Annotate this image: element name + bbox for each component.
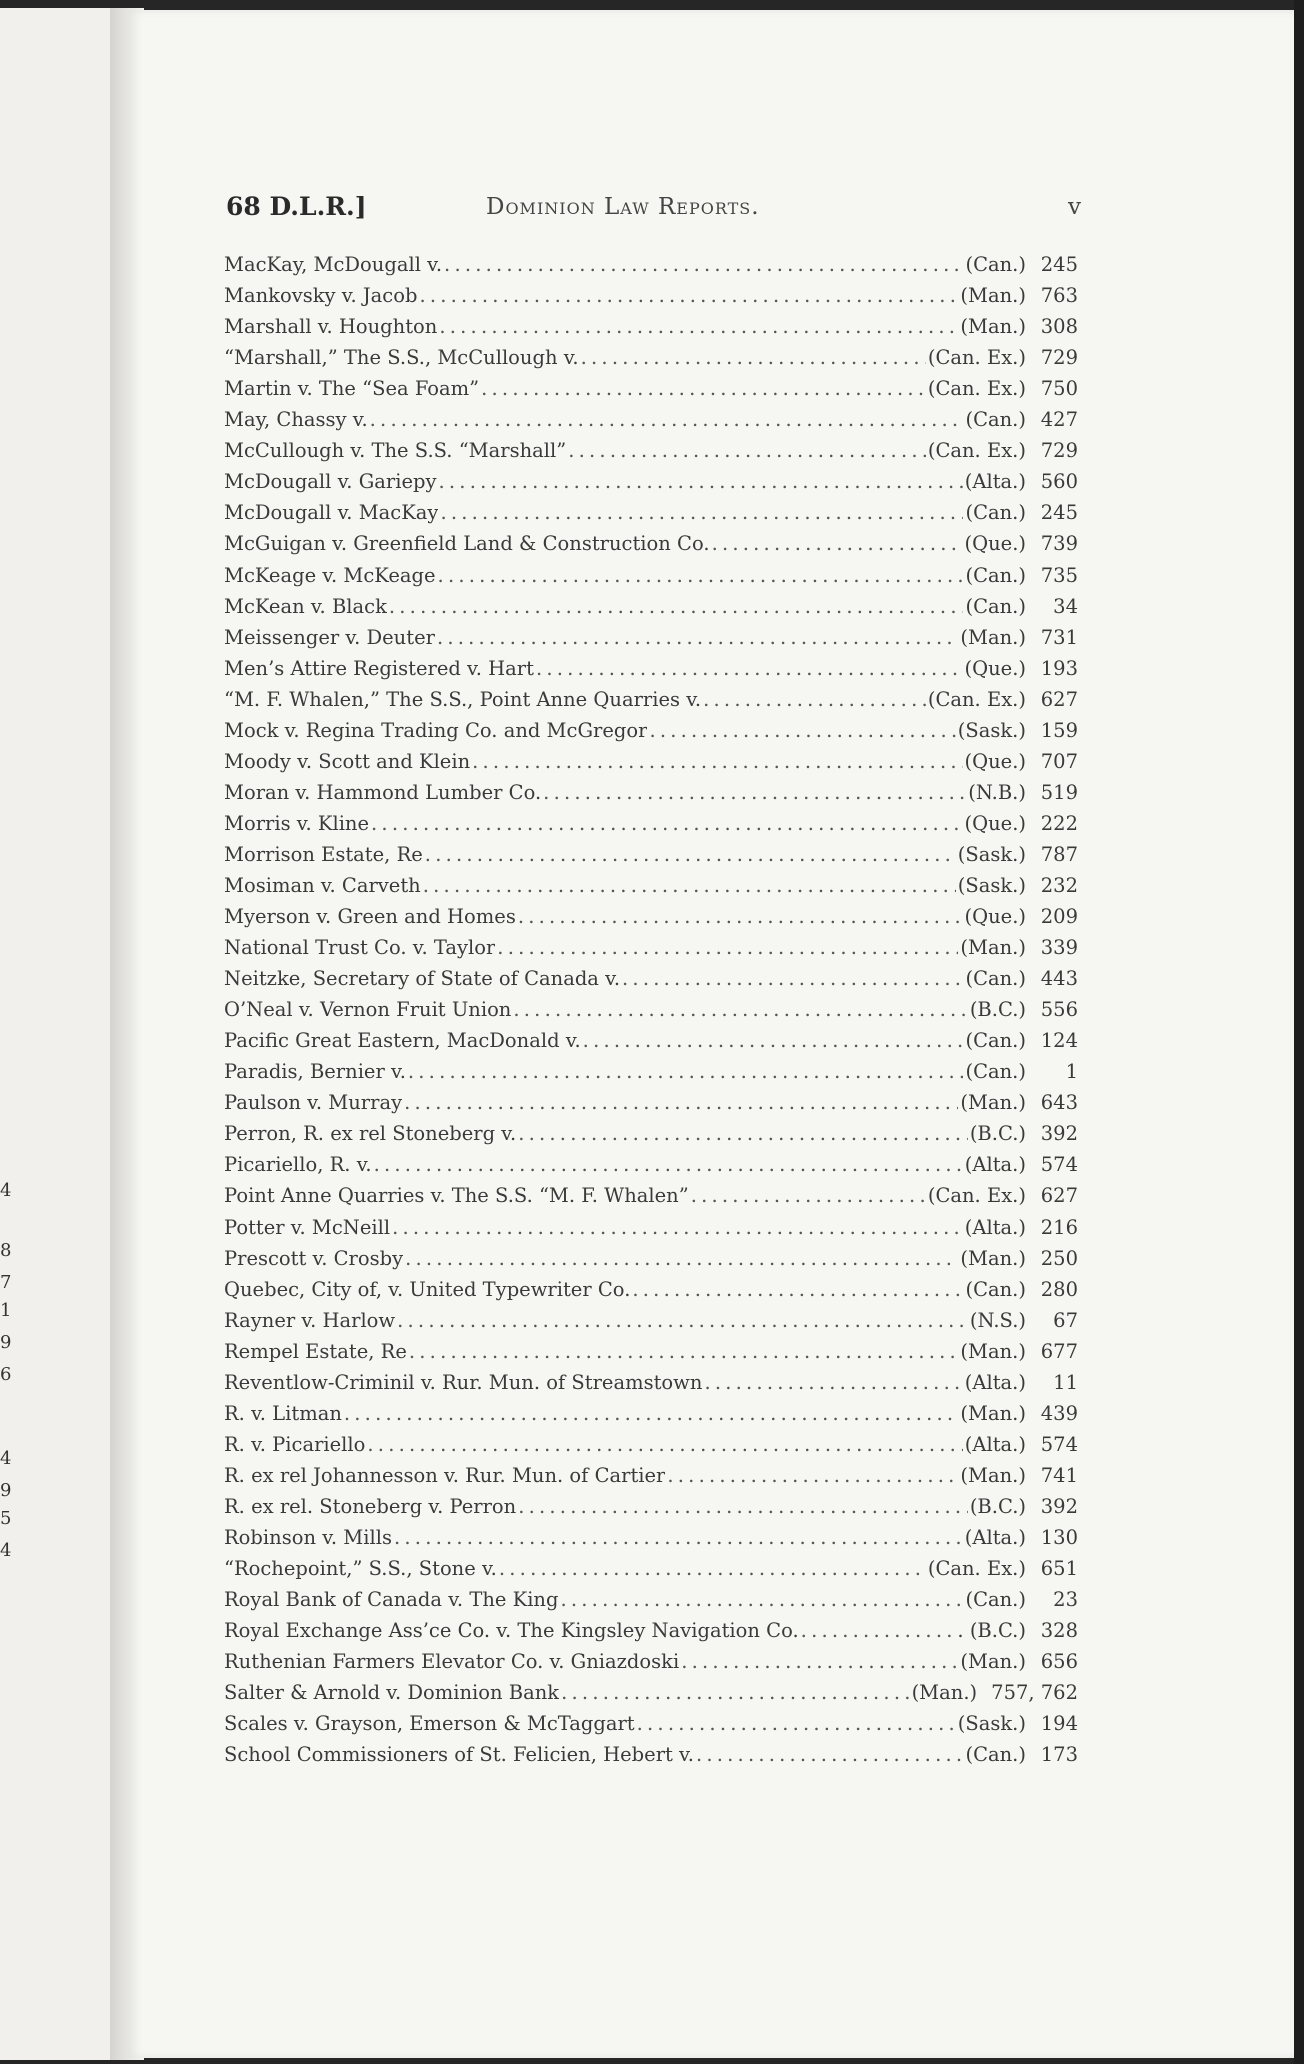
- dot-leader: [371, 810, 962, 838]
- dot-leader: [397, 1307, 968, 1335]
- dot-leader: [425, 841, 956, 869]
- index-entry: [224, 372, 1078, 403]
- court-abbreviation: (Alta.): [964, 470, 1026, 494]
- court-abbreviation: (Can. Ex.): [927, 377, 1026, 401]
- index-entry: [224, 1676, 1078, 1707]
- dot-leader: [439, 468, 963, 496]
- dot-leader: [581, 344, 926, 372]
- margin-digit: 9: [0, 1332, 12, 1353]
- court-abbreviation: (Man.): [960, 625, 1026, 649]
- case-name: Potter v. McNeill: [224, 1215, 391, 1239]
- index-entry: [224, 776, 1078, 807]
- court-abbreviation: (Can.): [965, 253, 1026, 277]
- index-entry: [224, 1738, 1078, 1769]
- court-abbreviation: (Can.): [965, 1588, 1026, 1612]
- dot-leader: [649, 717, 955, 745]
- report-page-reference: 739: [1040, 532, 1078, 556]
- dot-leader: [703, 686, 926, 714]
- page-number: v: [1068, 194, 1081, 220]
- court-abbreviation: (Alta.): [964, 1432, 1026, 1456]
- court-abbreviation: (Que.): [964, 811, 1026, 835]
- court-abbreviation: (B.C.): [969, 1494, 1026, 1518]
- court-abbreviation: (Can. Ex.): [927, 346, 1026, 370]
- report-page-reference: 560: [1040, 470, 1078, 494]
- dot-leader: [681, 1648, 958, 1676]
- facing-page-edge: [0, 8, 118, 2060]
- index-entry: [224, 1055, 1078, 1086]
- report-page-reference: 763: [1040, 284, 1078, 308]
- court-abbreviation: (Can.): [965, 1743, 1026, 1767]
- dot-leader: [667, 1462, 958, 1490]
- index-entry: [224, 1521, 1078, 1552]
- dot-leader: [405, 1245, 958, 1273]
- case-name: Marshall v. Houghton: [224, 315, 438, 339]
- report-page-reference: 245: [1040, 253, 1078, 277]
- index-entry: [224, 745, 1078, 776]
- court-abbreviation: (Man.): [960, 1463, 1026, 1487]
- dot-leader: [499, 1555, 926, 1583]
- report-page-reference: 339: [1040, 936, 1078, 960]
- index-entry: [224, 807, 1078, 838]
- court-abbreviation: (Alta.): [964, 1370, 1026, 1394]
- dot-leader: [423, 872, 956, 900]
- case-name: School Commissioners of St. Felicien, Hebert v.: [224, 1743, 694, 1767]
- dot-leader: [704, 1369, 962, 1397]
- report-page-reference: 757, 762: [991, 1681, 1078, 1705]
- report-page-reference: 677: [1040, 1339, 1078, 1363]
- court-abbreviation: (Sask.): [957, 873, 1026, 897]
- case-name: Salter & Arnold v. Dominion Bank: [224, 1681, 560, 1705]
- dot-leader: [543, 779, 966, 807]
- dot-leader: [370, 406, 964, 434]
- dot-leader: [712, 530, 963, 558]
- court-abbreviation: (Can.): [965, 1060, 1026, 1084]
- case-name: Myerson v. Green and Homes: [224, 905, 516, 929]
- index-entry: [224, 1552, 1078, 1583]
- report-page-reference: 750: [1040, 377, 1078, 401]
- case-name: Quebec, City of, v. United Typewriter Co.: [224, 1277, 631, 1301]
- case-name: Neitzke, Secretary of State of Canada v.: [224, 967, 621, 991]
- report-page-reference: 222: [1040, 811, 1078, 835]
- index-entry: [224, 590, 1078, 621]
- case-name: Scales v. Grayson, Emerson & McTaggart: [224, 1712, 635, 1736]
- dot-leader: [392, 1214, 963, 1242]
- report-page-reference: 209: [1040, 905, 1078, 929]
- case-name: Royal Exchange Ass’ce Co. v. The Kingsley Navigation Co.: [224, 1619, 799, 1643]
- court-abbreviation: (Sask.): [957, 842, 1026, 866]
- publication-title: Dominion Law Reports.: [486, 194, 760, 220]
- court-abbreviation: (Sask.): [957, 1712, 1026, 1736]
- case-name: “M. F. Whalen,” The S.S., Point Anne Quarries v.: [224, 687, 702, 711]
- court-abbreviation: (Man.): [960, 1339, 1026, 1363]
- case-name: Paulson v. Murray: [224, 1091, 403, 1115]
- dot-leader: [437, 624, 958, 652]
- running-header: [226, 188, 1081, 228]
- report-page-reference: 173: [1040, 1743, 1078, 1767]
- index-entry: [224, 621, 1078, 652]
- margin-digit: 6: [0, 1364, 12, 1385]
- index-entry: [224, 527, 1078, 558]
- case-name: Mankovsky v. Jacob: [224, 284, 418, 308]
- report-page-reference: 34: [1053, 594, 1078, 618]
- case-name: Men’s Attire Registered v. Hart: [224, 656, 534, 680]
- dot-leader: [518, 1493, 968, 1521]
- dot-leader: [632, 1276, 963, 1304]
- dot-leader: [696, 1741, 964, 1769]
- court-abbreviation: (Man.): [960, 1091, 1026, 1115]
- margin-digit: 8: [0, 1240, 12, 1261]
- court-abbreviation: (Alta.): [964, 1215, 1026, 1239]
- index-entry: [224, 1397, 1078, 1428]
- report-page-reference: 656: [1040, 1650, 1078, 1674]
- index-entry: [224, 496, 1078, 527]
- court-abbreviation: (N.S.): [969, 1308, 1026, 1332]
- case-name: O’Neal v. Vernon Fruit Union: [224, 998, 512, 1022]
- case-name: Rayner v. Harlow: [224, 1308, 396, 1332]
- case-name: R. ex rel Johannesson v. Rur. Mun. of Cartier: [224, 1463, 666, 1487]
- court-abbreviation: (Man.): [960, 315, 1026, 339]
- report-page-reference: 729: [1040, 439, 1078, 463]
- index-entry: [224, 683, 1078, 714]
- report-page-reference: 729: [1040, 346, 1078, 370]
- court-abbreviation: (Que.): [964, 905, 1026, 929]
- case-name: McGuigan v. Greenfield Land & Construction Co.: [224, 532, 710, 556]
- court-abbreviation: (B.C.): [969, 998, 1026, 1022]
- report-page-reference: 707: [1040, 749, 1078, 773]
- report-page-reference: 574: [1040, 1153, 1078, 1177]
- dot-leader: [568, 437, 926, 465]
- index-entry: [224, 1459, 1078, 1490]
- margin-digit: 4: [0, 1448, 12, 1469]
- dot-leader: [497, 934, 958, 962]
- volume-reference: 68 D.L.R.]: [226, 192, 367, 221]
- case-name: Picariello, R. v.: [224, 1153, 372, 1177]
- report-page-reference: 735: [1040, 563, 1078, 587]
- index-entry: [224, 465, 1078, 496]
- report-page-reference: 23: [1053, 1588, 1078, 1612]
- case-name: Ruthenian Farmers Elevator Co. v. Gniazdoski: [224, 1650, 680, 1674]
- case-name: Morrison Estate, Re: [224, 842, 423, 866]
- case-name: Morris v. Kline: [224, 811, 370, 835]
- case-name: Prescott v. Crosby: [224, 1246, 404, 1270]
- case-name: May, Chassy v.: [224, 408, 368, 432]
- dot-leader: [561, 1679, 909, 1707]
- report-page-reference: 130: [1040, 1525, 1078, 1549]
- report-page-reference: 627: [1040, 687, 1078, 711]
- case-name: Perron, R. ex rel Stoneberg v.: [224, 1122, 517, 1146]
- report-page-reference: 1: [1065, 1060, 1078, 1084]
- index-entry: [224, 900, 1078, 931]
- court-abbreviation: (Man.): [960, 936, 1026, 960]
- case-name: Reventlow-Criminil v. Rur. Mun. of Streamstown: [224, 1370, 703, 1394]
- report-page-reference: 193: [1040, 656, 1078, 680]
- case-name: “Marshall,” The S.S., McCullough v.: [224, 346, 579, 370]
- index-entry: [224, 1179, 1078, 1210]
- index-entry: [224, 403, 1078, 434]
- report-page-reference: 245: [1040, 501, 1078, 525]
- dot-leader: [536, 655, 963, 683]
- report-page-reference: 328: [1040, 1619, 1078, 1643]
- dot-leader: [374, 1151, 963, 1179]
- dot-leader: [560, 1586, 963, 1614]
- report-page-reference: 651: [1040, 1557, 1078, 1581]
- index-entry: [224, 1645, 1078, 1676]
- court-abbreviation: (Can.): [965, 501, 1026, 525]
- dot-leader: [444, 251, 963, 279]
- report-page-reference: 556: [1040, 998, 1078, 1022]
- case-name: McKeage v. McKeage: [224, 563, 436, 587]
- report-page-reference: 439: [1040, 1401, 1078, 1425]
- case-name: R. ex rel. Stoneberg v. Perron: [224, 1494, 517, 1518]
- index-entry: [224, 434, 1078, 465]
- case-name: Rempel Estate, Re: [224, 1339, 407, 1363]
- court-abbreviation: (Can.): [965, 1277, 1026, 1301]
- case-name: Point Anne Quarries v. The S.S. “M. F. Whalen”: [224, 1184, 689, 1208]
- margin-digit: 4: [0, 1540, 12, 1561]
- dot-leader: [409, 1338, 959, 1366]
- report-page-reference: 443: [1040, 967, 1078, 991]
- dot-leader: [344, 1400, 959, 1428]
- case-name: McDougall v. Gariepy: [224, 470, 437, 494]
- index-entry: [224, 558, 1078, 589]
- report-page-reference: 194: [1040, 1712, 1078, 1736]
- report-page-reference: 280: [1040, 1277, 1078, 1301]
- report-page-reference: 67: [1053, 1308, 1078, 1332]
- case-name: Moran v. Hammond Lumber Co.: [224, 780, 542, 804]
- dot-leader: [518, 903, 963, 931]
- case-name: Moody v. Scott and Klein: [224, 749, 471, 773]
- margin-digit: 4: [0, 1180, 12, 1201]
- index-entry: [224, 1304, 1078, 1335]
- court-abbreviation: (Can.): [965, 594, 1026, 618]
- index-entry: [224, 1210, 1078, 1241]
- case-name: McCullough v. The S.S. “Marshall”: [224, 439, 567, 463]
- margin-digit: 9: [0, 1480, 12, 1501]
- index-entry: [224, 1614, 1078, 1645]
- index-entry: [224, 1490, 1078, 1521]
- case-index-list: [224, 248, 1078, 1769]
- case-name: McKean v. Black: [224, 594, 387, 618]
- margin-digit: 7: [0, 1272, 12, 1293]
- report-page-reference: 787: [1040, 842, 1078, 866]
- court-abbreviation: (Can. Ex.): [927, 1557, 1026, 1581]
- dot-leader: [622, 965, 963, 993]
- dot-leader: [637, 1710, 956, 1738]
- court-abbreviation: (Man.): [960, 1650, 1026, 1674]
- case-name: Royal Bank of Canada v. The King: [224, 1588, 559, 1612]
- court-abbreviation: (Can.): [965, 1029, 1026, 1053]
- court-abbreviation: (Man.): [960, 1401, 1026, 1425]
- index-entry: [224, 1242, 1078, 1273]
- index-entry: [224, 1024, 1078, 1055]
- court-abbreviation: (Can. Ex.): [927, 1184, 1026, 1208]
- scan-right-edge: [1294, 0, 1304, 2064]
- index-entry: [224, 1366, 1078, 1397]
- case-name: Paradis, Bernier v.: [224, 1060, 406, 1084]
- court-abbreviation: (N.B.): [968, 780, 1026, 804]
- index-entry: [224, 931, 1078, 962]
- report-page-reference: 250: [1040, 1246, 1078, 1270]
- report-page-reference: 124: [1040, 1029, 1078, 1053]
- case-name: Meissenger v. Deuter: [224, 625, 435, 649]
- index-entry: [224, 248, 1078, 279]
- dot-leader: [518, 1120, 968, 1148]
- court-abbreviation: (Man.): [960, 1246, 1026, 1270]
- report-page-reference: 308: [1040, 315, 1078, 339]
- dot-leader: [389, 593, 964, 621]
- case-name: MacKay, McDougall v.: [224, 253, 443, 277]
- dot-leader: [440, 499, 963, 527]
- report-page-reference: 392: [1040, 1122, 1078, 1146]
- dot-leader: [472, 748, 962, 776]
- report-page-reference: 741: [1040, 1463, 1078, 1487]
- report-page-reference: 159: [1040, 718, 1078, 742]
- index-entry: [224, 962, 1078, 993]
- court-abbreviation: (Can. Ex.): [927, 439, 1026, 463]
- case-name: Robinson v. Mills: [224, 1525, 392, 1549]
- index-entry: [224, 1335, 1078, 1366]
- index-entry: [224, 1428, 1078, 1459]
- dot-leader: [691, 1182, 926, 1210]
- index-entry: [224, 1086, 1078, 1117]
- dot-leader: [438, 562, 964, 590]
- dot-leader: [404, 1089, 958, 1117]
- report-page-reference: 574: [1040, 1432, 1078, 1456]
- case-name: Pacific Great Eastern, MacDonald v.: [224, 1029, 581, 1053]
- index-entry: [224, 869, 1078, 900]
- report-page-reference: 427: [1040, 408, 1078, 432]
- report-page-reference: 11: [1053, 1370, 1078, 1394]
- report-page-reference: 731: [1040, 625, 1078, 649]
- court-abbreviation: (Can. Ex.): [927, 687, 1026, 711]
- index-entry: [224, 279, 1078, 310]
- dot-leader: [801, 1617, 956, 1645]
- dot-leader: [439, 313, 958, 341]
- court-abbreviation: (Can.): [965, 408, 1026, 432]
- dot-leader: [408, 1058, 964, 1086]
- court-abbreviation: (Can.): [965, 563, 1026, 587]
- court-abbreviation: (Can.): [965, 967, 1026, 991]
- court-abbreviation: (Que.): [964, 532, 1026, 556]
- index-entry: [224, 838, 1078, 869]
- case-name: R. v. Picariello: [224, 1432, 366, 1456]
- dot-leader: [394, 1524, 963, 1552]
- index-entry: [224, 1273, 1078, 1304]
- court-abbreviation: (Man.): [960, 284, 1026, 308]
- court-abbreviation: (Alta.): [964, 1153, 1026, 1177]
- court-abbreviation: (Que.): [964, 749, 1026, 773]
- court-abbreviation: (Sask.): [957, 718, 1026, 742]
- report-page-reference: 392: [1040, 1494, 1078, 1518]
- report-page-reference: 519: [1040, 780, 1078, 804]
- court-abbreviation: (Man.): [911, 1681, 978, 1705]
- dot-leader: [481, 375, 926, 403]
- case-name: National Trust Co. v. Taylor: [224, 936, 496, 960]
- report-page-reference: 643: [1040, 1091, 1078, 1115]
- case-name: “Rochepoint,” S.S., Stone v.: [224, 1557, 497, 1581]
- index-entry: [224, 1583, 1078, 1614]
- court-abbreviation: (Que.): [964, 656, 1026, 680]
- dot-leader: [367, 1431, 962, 1459]
- index-entry: [224, 310, 1078, 341]
- index-entry: [224, 1707, 1078, 1738]
- case-name: Mosiman v. Carveth: [224, 873, 421, 897]
- report-page-reference: 627: [1040, 1184, 1078, 1208]
- margin-digit: 1: [0, 1300, 12, 1321]
- index-entry: [224, 341, 1078, 372]
- index-entry: [224, 652, 1078, 683]
- index-entry: [224, 993, 1078, 1024]
- case-name: Mock v. Regina Trading Co. and McGregor: [224, 718, 648, 742]
- case-name: Martin v. The “Sea Foam”: [224, 377, 480, 401]
- index-entry: [224, 1148, 1078, 1179]
- case-name: R. v. Litman: [224, 1401, 342, 1425]
- court-abbreviation: . (B.C.): [957, 1619, 1026, 1643]
- dot-leader: [513, 996, 967, 1024]
- index-entry: [224, 714, 1078, 745]
- report-page-reference: 232: [1040, 873, 1078, 897]
- dot-leader: [419, 282, 958, 310]
- index-entry: [224, 1117, 1078, 1148]
- court-abbreviation: (Alta.): [964, 1525, 1026, 1549]
- report-page-reference: 216: [1040, 1215, 1078, 1239]
- case-name: McDougall v. MacKay: [224, 501, 439, 525]
- dot-leader: [583, 1027, 964, 1055]
- court-abbreviation: (B.C.): [969, 1122, 1026, 1146]
- margin-digit: 5: [0, 1508, 12, 1529]
